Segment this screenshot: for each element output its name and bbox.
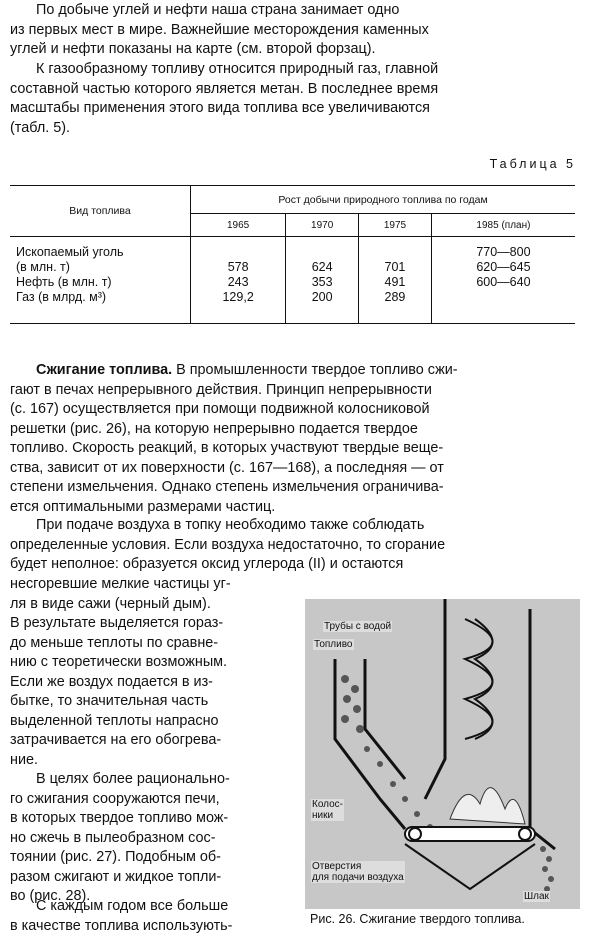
furnace-wall — [425, 599, 445, 799]
year-column — [431, 237, 575, 324]
text-line: В результате выделяется гораз- — [10, 614, 300, 634]
text-line: из первых мест в мире. Важнейшие месторождения каменных — [10, 21, 580, 41]
label-fuel: Топливо — [313, 639, 354, 650]
text-line — [10, 361, 580, 381]
cell-value: 353 — [292, 275, 352, 290]
grate-roller — [519, 828, 531, 840]
text-line: ние. — [10, 751, 300, 771]
label-grate: Колос- ники — [311, 799, 344, 821]
year-column — [191, 237, 286, 324]
row-label: Газ (в млрд. м³) — [16, 290, 184, 305]
text-line: но сжечь в пылеобразном сос- — [10, 829, 300, 849]
text-line: в качестве топлива использують- — [10, 917, 300, 936]
furnace-wall — [530, 609, 555, 849]
text-line: степени измельчения. Однако степень измельчения ограничива- — [10, 478, 580, 498]
text-line: разом сжигают и жидкое топли- — [10, 868, 300, 888]
section-paragraph-2 — [10, 516, 580, 575]
text-line: углей и нефти показаны на карте (см. второй форзац). — [10, 40, 580, 60]
cell-value: 770—800 — [438, 245, 569, 260]
text-line: По добыче углей и нефти наша страна занимает одно — [10, 1, 580, 21]
label-pipes: Трубы с водой — [323, 621, 392, 632]
text-line: выделенной теплоты напрасно — [10, 712, 300, 732]
cell-value: 200 — [292, 290, 352, 305]
cell-value: 129,2 — [197, 290, 279, 305]
cell-value: 491 — [365, 275, 425, 290]
row-labels — [10, 237, 191, 324]
header-year: 1975 — [359, 214, 432, 237]
furnace-figure — [305, 599, 580, 909]
row-label: Нефть (в млн. т) — [16, 275, 184, 290]
cell-value: 243 — [197, 275, 279, 290]
section-heading: Сжигание топлива. — [36, 362, 172, 378]
text-line: несгоревшие мелкие частицы уг- — [10, 575, 300, 595]
figure-caption: Рис. 26. Сжигание твердого топлива. — [310, 912, 525, 926]
text-line: В целях более рационально- — [10, 770, 300, 790]
header-year: 1970 — [286, 214, 359, 237]
grate-roller — [409, 828, 421, 840]
text-line: решетки (рис. 26), на которую непрерывно подается твердое — [10, 420, 580, 440]
text-line: (табл. 5). — [10, 119, 580, 139]
text-line: в которых твердое топливо мож- — [10, 809, 300, 829]
text-line: бытке, то значительная часть — [10, 692, 300, 712]
intro-paragraph-2 — [10, 60, 580, 138]
table-caption: Таблица 5 — [490, 157, 576, 171]
text-line: масштабы применения этого вида топлива все увеличиваются — [10, 99, 580, 119]
text-line: ства, зависит от их поверхности (с. 167—168), а последняя — от — [10, 459, 580, 479]
text-line: определенные условия. Если воздуха недостаточно, то сгорание — [10, 536, 580, 556]
text-line: При подаче воздуха в топку необходимо также соблюдать — [10, 516, 580, 536]
year-column — [359, 237, 432, 324]
text-line: составной частью которого является метан. В последнее время — [10, 80, 580, 100]
text-line: (с. 167) осуществляется при помощи подвижной колосниковой — [10, 400, 580, 420]
text-line: затрачивается на его обогрева- — [10, 731, 300, 751]
flame — [450, 788, 525, 824]
fuel-production-table — [10, 185, 575, 324]
row-label: (в млн. т) — [16, 260, 184, 275]
text-line: будет неполное: образуется оксид углерода (II) и остаются — [10, 555, 580, 575]
cell-value: 620—645 — [438, 260, 569, 275]
section-paragraph-2-continued — [10, 575, 300, 770]
header-fuel-type: Вид топлива — [10, 186, 191, 237]
text-line: во (рис. 28). — [10, 887, 300, 907]
cell-value: 701 — [365, 260, 425, 275]
row-label: Ископаемый уголь — [16, 245, 184, 260]
text-line: гают в печах непрерывного действия. Принцип непрерывности — [10, 381, 580, 401]
header-growth-by-years: Рост добычи природного топлива по годам — [191, 186, 576, 214]
text-line: ется оптимальными размерами частиц. — [10, 498, 580, 518]
section-paragraph-3 — [10, 770, 300, 907]
header-year: 1985 (план) — [431, 214, 575, 237]
section-paragraph-1 — [10, 361, 580, 517]
text-line: до меньше теплоты по сравне- — [10, 634, 300, 654]
section-paragraph-4 — [10, 897, 300, 936]
cell-value: 289 — [365, 290, 425, 305]
text-line: Если же воздух подается в из- — [10, 673, 300, 693]
text-line: го сжигания сооружаются печи, — [10, 790, 300, 810]
grate-belt — [405, 827, 535, 841]
header-year: 1965 — [191, 214, 286, 237]
text-line: ля в виде сажи (черный дым). — [10, 595, 300, 615]
text-line: нию с теоретически возможным. — [10, 653, 300, 673]
text-fragment: В промышленности твердое топливо сжи- — [172, 362, 457, 378]
hopper-wall — [335, 659, 405, 829]
text-line: тоянии (рис. 27). Подобным об- — [10, 848, 300, 868]
intro-paragraph-1 — [10, 1, 580, 60]
label-slag: Шлак — [523, 891, 550, 902]
slag-particles — [540, 846, 554, 892]
year-column — [286, 237, 359, 324]
hopper-wall — [365, 659, 405, 779]
cell-value: 624 — [292, 260, 352, 275]
label-air-holes: Отверстия для подачи воздуха — [311, 861, 405, 883]
cell-value: 578 — [197, 260, 279, 275]
text-line: топливо. Скорость реакций, в которых участвуют твердые веще- — [10, 439, 580, 459]
text-line: С каждым годом все больше — [10, 897, 300, 917]
water-pipes — [465, 619, 493, 739]
cell-value: 600—640 — [438, 275, 569, 290]
air-box — [405, 844, 535, 889]
text-line: К газообразному топливу относится природный газ, главной — [10, 60, 580, 80]
